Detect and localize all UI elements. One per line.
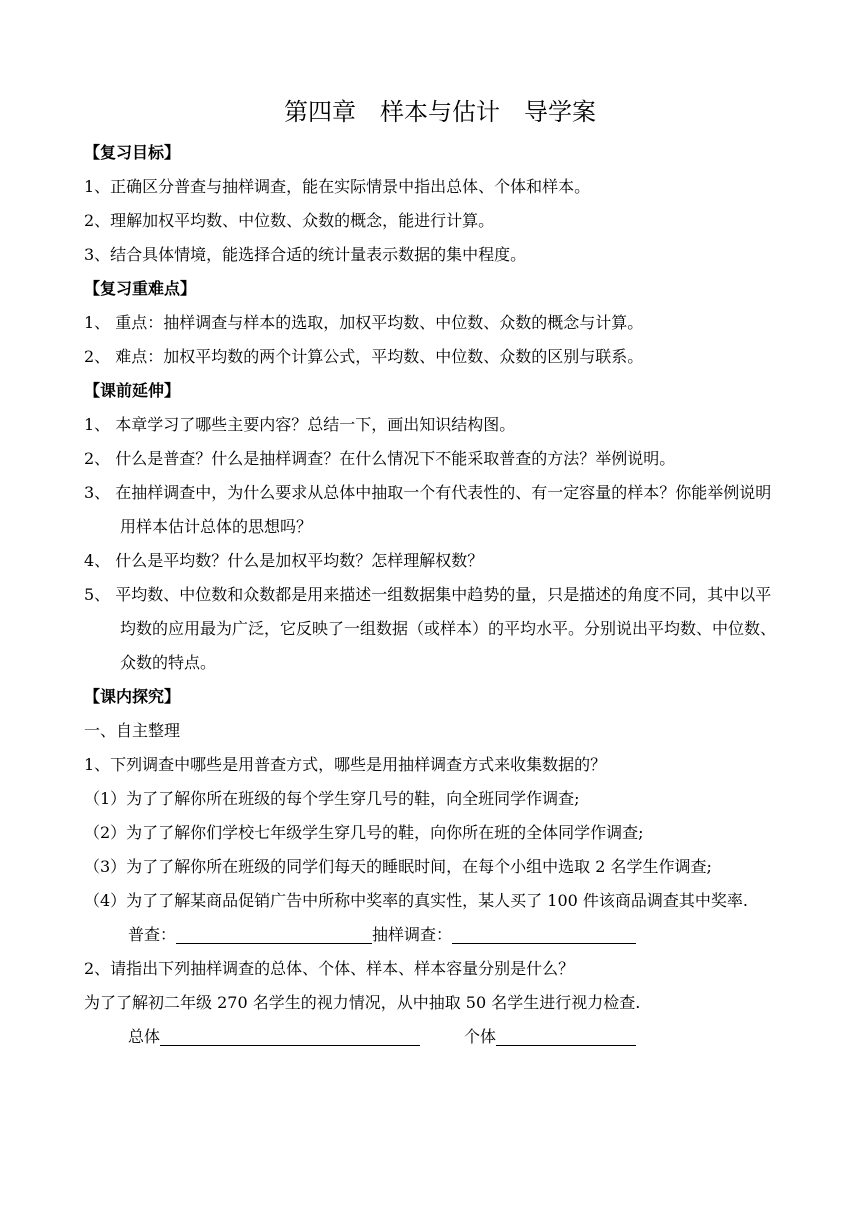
key-point-2: 2、 难点：加权平均数的两个计算公式，平均数、中位数、众数的区别与联系。 bbox=[84, 347, 644, 366]
question-2-answer-row bbox=[84, 1020, 780, 1054]
sampling-answer-blank[interactable] bbox=[452, 921, 636, 944]
sampling-label: 抽样调查： bbox=[372, 925, 453, 944]
census-answer-blank[interactable] bbox=[176, 921, 372, 944]
question-1-option-4: （4）为了了解某商品促销广告中所称中奖率的真实性，某人买了 100 件该商品调查其中奖率. bbox=[84, 891, 748, 910]
question-1-answer-row bbox=[84, 918, 780, 952]
preview-item-4: 4、 什么是平均数？什么是加权平均数？怎样理解权数？ bbox=[84, 551, 484, 570]
question-1-option-1: （1）为了了解你所在班级的每个学生穿几号的鞋，向全班同学作调查; bbox=[84, 789, 580, 808]
individual-answer-blank[interactable] bbox=[496, 1023, 636, 1046]
preview-item-3: 3、 在抽样调查中，为什么要求从总体中抽取一个有代表性的、有一定容量的样本？你能举例说明用样本估计总体的思想吗？ bbox=[84, 483, 772, 536]
goal-item-2: 2、理解加权平均数、中位数、众数的概念，能进行计算。 bbox=[84, 211, 495, 230]
question-1-option-2: （2）为了了解你们学校七年级学生穿几号的鞋，向你所在班的全体同学作调查; bbox=[84, 823, 644, 842]
key-point-1: 1、 重点：抽样调查与样本的选取，加权平均数、中位数、众数的概念与计算。 bbox=[84, 313, 644, 332]
preview-item-2: 2、 什么是普查？什么是抽样调查？在什么情况下不能采取普查的方法？举例说明。 bbox=[84, 449, 676, 468]
census-label: 普查： bbox=[128, 925, 177, 944]
section-heading-explore: 【课内探究】 bbox=[84, 687, 181, 706]
page-title: 第四章 样本与估计 导学案 bbox=[284, 98, 596, 126]
question-2-context: 为了了解初二年级 270 名学生的视力情况，从中抽取 50 名学生进行视力检查. bbox=[84, 993, 641, 1012]
section-heading-preview: 【课前延伸】 bbox=[84, 381, 181, 400]
question-2-stem: 2、请指出下列抽样调查的总体、个体、样本、样本容量分别是什么？ bbox=[84, 959, 575, 978]
preview-item-5: 5、 平均数、中位数和众数都是用来描述一组数据集中趋势的量，只是描述的角度不同，其中以平均数的应用最为广泛，它反映了一组数据（或样本）的平均水平。分别说出平均数、中位数、众数的特点。 bbox=[84, 585, 777, 672]
population-answer-blank[interactable] bbox=[160, 1023, 420, 1046]
population-label: 总体 bbox=[128, 1027, 161, 1046]
question-1-option-3: （3）为了了解你所在班级的同学们每天的睡眠时间，在每个小组中选取 2 名学生作调查; bbox=[84, 857, 712, 876]
section-heading-goals: 【复习目标】 bbox=[84, 143, 181, 162]
section-heading-key-points: 【复习重难点】 bbox=[84, 279, 197, 298]
goal-item-3: 3、结合具体情境，能选择合适的统计量表示数据的集中程度。 bbox=[84, 245, 527, 264]
sub-heading-self-review: 一、自主整理 bbox=[84, 721, 181, 740]
question-1-stem: 1、下列调查中哪些是用普查方式，哪些是用抽样调查方式来收集数据的？ bbox=[84, 755, 607, 774]
preview-item-1: 1、 本章学习了哪些主要内容？总结一下，画出知识结构图。 bbox=[84, 415, 516, 434]
goal-item-1: 1、正确区分普查与抽样调查，能在实际情景中指出总体、个体和样本。 bbox=[84, 177, 591, 196]
individual-label: 个体 bbox=[464, 1027, 497, 1046]
